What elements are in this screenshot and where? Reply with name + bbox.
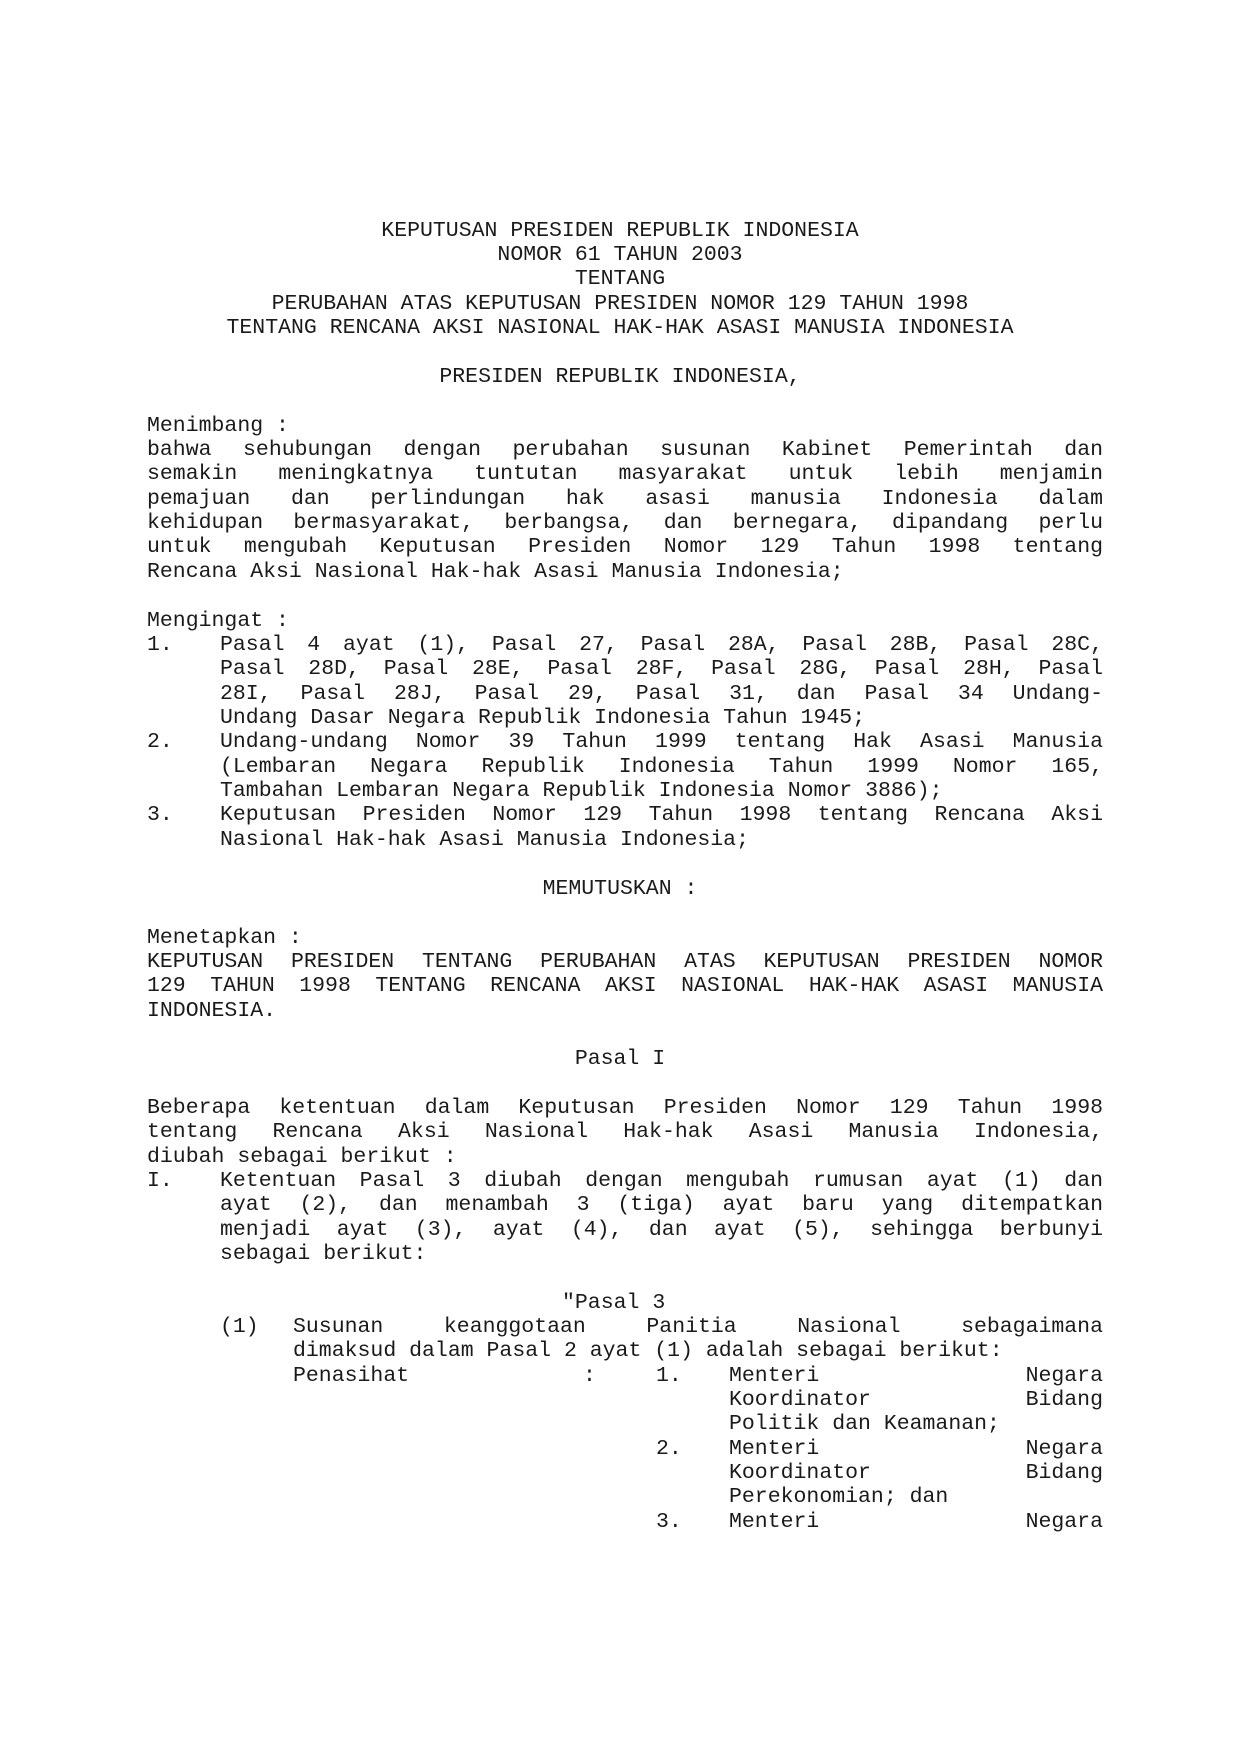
mengingat-item-line: Nasional Hak-hak Asasi Manusia Indonesia; bbox=[220, 828, 749, 852]
member-line: Menteri Negara bbox=[729, 1364, 1103, 1388]
mengingat-label: Mengingat : bbox=[147, 609, 289, 633]
member-line: Perekonomian; dan bbox=[729, 1485, 949, 1509]
menetapkan-label: Menetapkan : bbox=[147, 926, 302, 950]
pasal-3-heading: "Pasal 3 bbox=[562, 1291, 666, 1315]
pasal-i-intro-line: Beberapa ketentuan dalam Keputusan Presiden Nomor 129 Tahun 1998 bbox=[147, 1096, 1103, 1120]
doc-subject-line1: PERUBAHAN ATAS KEPUTUSAN PRESIDEN NOMOR 129 TAHUN 1998 bbox=[271, 292, 969, 316]
pasal-i-item-line: menjadi ayat (3), ayat (4), dan ayat (5), sehingga berbunyi bbox=[220, 1218, 1103, 1242]
role-colon: : bbox=[583, 1364, 596, 1388]
member-number: 1. bbox=[656, 1364, 682, 1388]
menimbang-line: Rencana Aksi Nasional Hak-hak Asasi Manusia Indonesia; bbox=[147, 560, 844, 584]
pasal-i-item-number: I. bbox=[147, 1169, 173, 1193]
doc-subject-line2: TENTANG RENCANA AKSI NASIONAL HAK-HAK ASASI MANUSIA INDONESIA bbox=[226, 316, 1014, 340]
pasal-i-item-line: sebagai berikut: bbox=[220, 1242, 427, 1266]
member-line: Koordinator Bidang bbox=[729, 1388, 1103, 1412]
mengingat-item-line: Undang-undang Nomor 39 Tahun 1999 tentang Hak Asasi Manusia bbox=[220, 730, 1103, 754]
mengingat-item-number: 2. bbox=[147, 730, 173, 754]
member-line: Politik dan Keamanan; bbox=[729, 1412, 1000, 1436]
member-line: Koordinator Bidang bbox=[729, 1461, 1103, 1485]
ayat-line: dimaksud dalam Pasal 2 ayat (1) adalah sebagai berikut: bbox=[293, 1339, 1003, 1363]
menimbang-line: untuk mengubah Keputusan Presiden Nomor 129 Tahun 1998 tentang bbox=[147, 535, 1103, 559]
doc-number: NOMOR 61 TAHUN 2003 bbox=[497, 243, 743, 267]
menimbang-line: pemajuan dan perlindungan hak asasi manusia Indonesia dalam bbox=[147, 487, 1103, 511]
mengingat-item-line: 28I, Pasal 28J, Pasal 29, Pasal 31, dan Pasal 34 Undang- bbox=[220, 682, 1103, 706]
pasal-i-item-line: ayat (2), dan menambah 3 (tiga) ayat baru yang ditempatkan bbox=[220, 1193, 1103, 1217]
ayat-number: (1) bbox=[220, 1315, 259, 1339]
doc-tentang: TENTANG bbox=[574, 267, 666, 291]
menetapkan-line: KEPUTUSAN PRESIDEN TENTANG PERUBAHAN ATAS KEPUTUSAN PRESIDEN NOMOR bbox=[147, 950, 1103, 974]
pasal-i-intro-line: tentang Rencana Aksi Nasional Hak-hak Asasi Manusia Indonesia, bbox=[147, 1120, 1103, 1144]
mengingat-item-number: 3. bbox=[147, 803, 173, 827]
menetapkan-line: 129 TAHUN 1998 TENTANG RENCANA AKSI NASIONAL HAK-HAK ASASI MANUSIA bbox=[147, 974, 1103, 998]
mengingat-item-line: Undang Dasar Negara Republik Indonesia Tahun 1945; bbox=[220, 706, 866, 730]
pasal-i-item-line: Ketentuan Pasal 3 diubah dengan mengubah rumusan ayat (1) dan bbox=[220, 1169, 1103, 1193]
president-heading: PRESIDEN REPUBLIK INDONESIA, bbox=[439, 365, 801, 389]
doc-title: KEPUTUSAN PRESIDEN REPUBLIK INDONESIA bbox=[381, 219, 859, 243]
pasal-i-heading: Pasal I bbox=[574, 1047, 666, 1071]
menetapkan-line: INDONESIA. bbox=[147, 999, 277, 1023]
role-label-penasihat: Penasihat bbox=[293, 1364, 410, 1388]
mengingat-item-line: Keputusan Presiden Nomor 129 Tahun 1998 tentang Rencana Aksi bbox=[220, 803, 1103, 827]
mengingat-item-line: Pasal 4 ayat (1), Pasal 27, Pasal 28A, Pasal 28B, Pasal 28C, bbox=[220, 633, 1103, 657]
mengingat-item-line: Pasal 28D, Pasal 28E, Pasal 28F, Pasal 28G, Pasal 28H, Pasal bbox=[220, 657, 1103, 681]
mengingat-item-line: Tambahan Lembaran Negara Republik Indonesia Nomor 3886); bbox=[220, 779, 943, 803]
mengingat-item-line: (Lembaran Negara Republik Indonesia Tahun 1999 Nomor 165, bbox=[220, 755, 1103, 779]
memutuskan-heading: MEMUTUSKAN : bbox=[542, 877, 698, 901]
member-number: 2. bbox=[656, 1437, 682, 1461]
menimbang-line: semakin meningkatnya tuntutan masyarakat untuk lebih menjamin bbox=[147, 462, 1103, 486]
member-line: Menteri Negara bbox=[729, 1510, 1103, 1534]
menimbang-line: bahwa sehubungan dengan perubahan susunan Kabinet Pemerintah dan bbox=[147, 438, 1103, 462]
ayat-line: Susunan keanggotaan Panitia Nasional sebagaimana bbox=[293, 1315, 1103, 1339]
member-number: 3. bbox=[656, 1510, 682, 1534]
menimbang-label: Menimbang : bbox=[147, 414, 289, 438]
pasal-i-intro-line: diubah sebagai berikut : bbox=[147, 1145, 457, 1169]
menimbang-line: kehidupan bermasyarakat, berbangsa, dan bernegara, dipandang perlu bbox=[147, 511, 1103, 535]
member-line: Menteri Negara bbox=[729, 1437, 1103, 1461]
mengingat-item-number: 1. bbox=[147, 633, 173, 657]
